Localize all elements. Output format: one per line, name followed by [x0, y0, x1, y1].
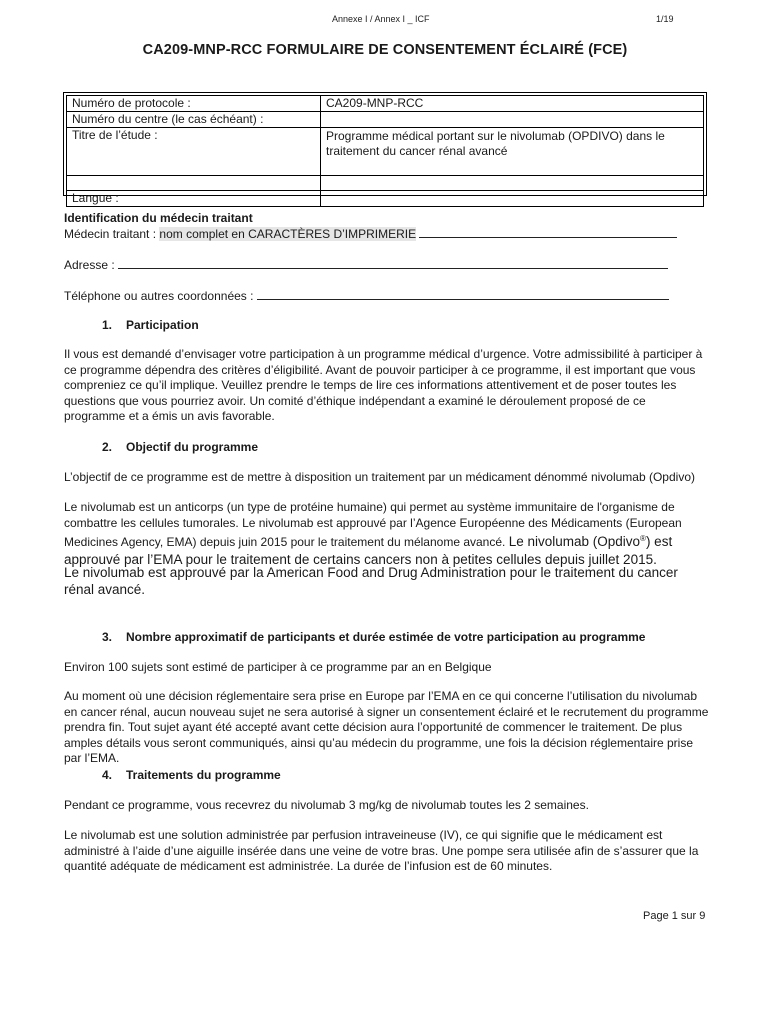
section-2-p2b: Le nivolumab (Opdivo — [508, 534, 641, 549]
section-4-title: Traitements du programme — [126, 768, 281, 782]
address-line[interactable] — [118, 257, 668, 269]
section-2-paragraph-3: Le nivolumab est approuvé par la American Food and Drug Administration pour le traitement du cancer rénal avancé. — [64, 565, 678, 597]
section-2-paragraph-2 — [64, 500, 712, 568]
section-1-heading — [102, 318, 199, 332]
protocol-value: CA209-MNP-RCC — [321, 96, 704, 112]
physician-name-row — [64, 226, 684, 241]
centre-value[interactable] — [321, 112, 704, 128]
info-table — [66, 95, 704, 207]
section-2-number: 2. — [102, 440, 113, 454]
language-label-spacer — [67, 176, 321, 191]
phone-label: Téléphone ou autres coordonnées : — [64, 289, 254, 303]
physician-name-label: Médecin traitant : — [64, 227, 157, 241]
registered-mark: ® — [640, 534, 646, 543]
section-4-paragraph-2: Le nivolumab est une solution administrée par perfusion intraveineuse (IV), ce qui signifie que le médicament est administré à l’aide d’une aiguille insérée dans une veine de votre bras. Une pompe sera utilisée afin de s’assurer que la quantité adéquate de médicament est administrée. La durée de l’infusion est de 60 minutes. — [64, 828, 699, 873]
section-4-heading — [102, 768, 281, 782]
centre-label: Numéro du centre (le cas échéant) : — [67, 112, 321, 128]
section-3-paragraph-1: Environ 100 sujets sont estimé de participer à ce programme par an en Belgique — [64, 660, 492, 674]
physician-name-placeholder[interactable]: nom complet en CARACTÈRES D’IMPRIMERIE — [159, 227, 417, 241]
section-2-title: Objectif du programme — [126, 440, 259, 454]
language-value-spacer — [321, 176, 704, 191]
protocol-label: Numéro de protocole : — [67, 96, 321, 112]
section-2-p2a: Le nivolumab est un anticorps (un type de protéine humaine) qui permet au système immunitaire de l'organisme de combattre les cellules tumorales. Le nivolumab est approuvé par l’Agence Européenne des Médicaments (European Medicines Agency, EMA) depuis juin 2015 pour le traitement du mélanome avancé. — [64, 500, 682, 549]
study-title-value — [321, 128, 704, 176]
page-counter: 1/19 — [656, 14, 674, 24]
study-title-label: Titre de l’étude : — [67, 128, 321, 176]
study-title-text: Programme médical portant sur le nivolumab (OPDIVO) dans le traitement du cancer rénal avancé — [326, 129, 665, 158]
section-3-heading — [102, 630, 645, 644]
page-footer: Page 1 sur 9 — [643, 910, 706, 922]
running-header: Annexe I / Annex I _ ICF — [332, 14, 430, 24]
section-1-title: Participation — [126, 318, 199, 332]
physician-heading: Identification du médecin traitant — [64, 211, 253, 225]
section-2-heading — [102, 440, 258, 454]
section-3-paragraph-2: Au moment où une décision réglementaire sera prise en Europe par l’EMA en ce qui concerne l’utilisation du nivolumab en cancer rénal, aucun nouveau sujet ne sera autorisé à signer un consentement éclairé et le recrutement du programme prendra fin. Tout sujet ayant été accepté avant cette décision aura l’opportunité de commencer le traitement. De plus amples détails vous seront communiqués, ainsi qu’au médecin du programme, une fois la décision réglementaire prise par l’EMA. — [64, 689, 709, 765]
section-4-paragraph-1: Pendant ce programme, vous recevrez du nivolumab 3 mg/kg de nivolumab toutes les 2 semaines. — [64, 798, 589, 812]
section-4-number: 4. — [102, 768, 113, 782]
phone-row — [64, 288, 669, 303]
language-value[interactable] — [321, 191, 704, 207]
address-label: Adresse : — [64, 258, 115, 272]
physician-name-line[interactable] — [419, 226, 677, 238]
section-2-p2c: ) est approuvé par l’EMA pour le traitement de certains cancers non à petites cellules depuis juillet 2015. — [64, 534, 673, 567]
language-label: Langue : — [67, 191, 321, 207]
address-row — [64, 257, 668, 272]
section-1-paragraph: Il vous est demandé d’envisager votre participation à un programme médical d’urgence. Votre admissibilité à participer à ce programme dépendra des critères d’éligibilité. Avant de pouvoir participer à ce programme, il est important que vous compreniez ce qu’il implique. Veuillez prendre le temps de lire ces informations attentivement et de poser toutes les questions que vous pourriez avoir. Un comité d’éthique indépendant a examiné le déroulement proposé de ce programme et a émis un avis favorable. — [64, 347, 703, 423]
document-title: CA209-MNP-RCC FORMULAIRE DE CONSENTEMENT ÉCLAIRÉ (FCE) — [142, 42, 628, 58]
section-2-paragraph-1: L’objectif de ce programme est de mettre à disposition un traitement par un médicament dénommé nivolumab (Opdivo) — [64, 470, 695, 484]
section-3-title: Nombre approximatif de participants et durée estimée de votre participation au programme — [126, 630, 646, 644]
phone-line[interactable] — [257, 288, 669, 300]
section-1-number: 1. — [102, 318, 113, 332]
section-3-number: 3. — [102, 630, 113, 644]
